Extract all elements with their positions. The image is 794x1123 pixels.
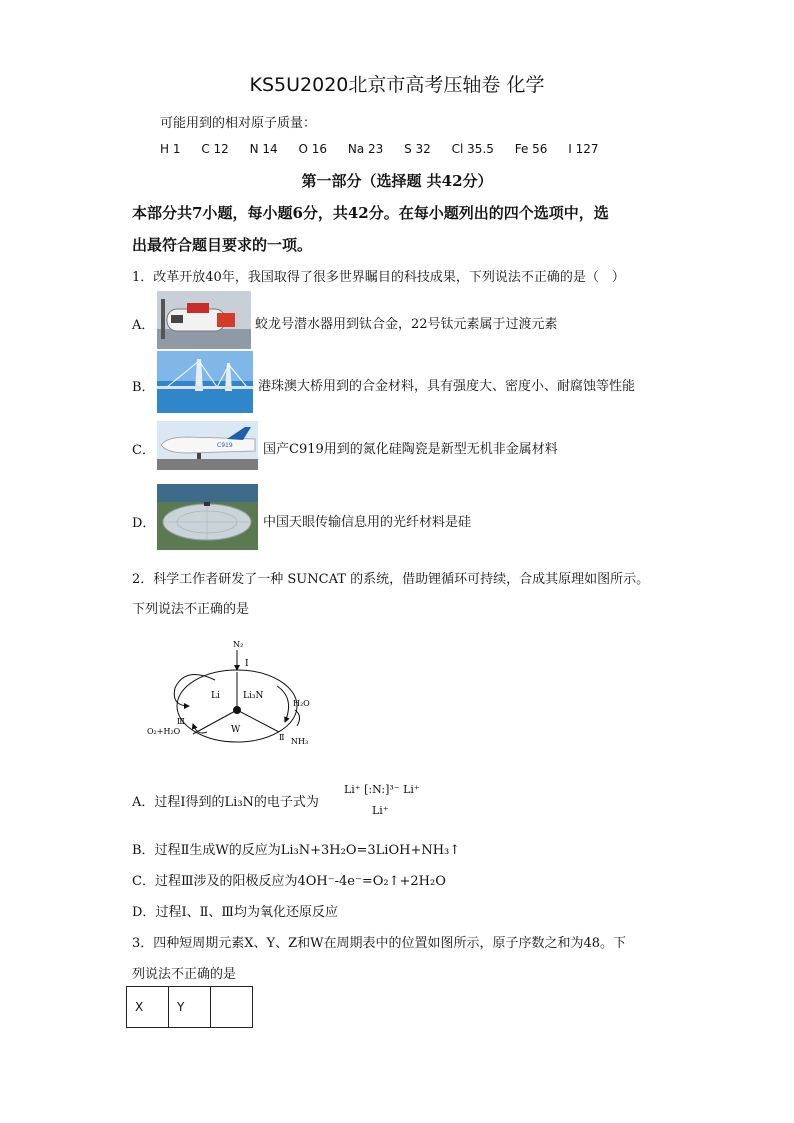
mass-h: H 1 bbox=[160, 142, 181, 156]
q1-option-b-text: 港珠澳大桥用到的合金材料，具有强度大、密度小、耐腐蚀等性能 bbox=[258, 379, 636, 394]
part1-instruction-line2: 出最符合题目要求的一项。 bbox=[132, 236, 313, 254]
q2-option-b bbox=[132, 839, 460, 858]
q3-stem-line1: 3．四种短周期元素X、Y、Z和W在周期表中的位置如图所示，原子序数之和为48。下 bbox=[132, 936, 627, 951]
q1-option-d-text: 中国天眼传输信息用的光纤材料是硅 bbox=[263, 515, 472, 530]
telescope-photo bbox=[157, 484, 258, 550]
periodic-table-fragment bbox=[126, 986, 253, 1028]
mass-i: I 127 bbox=[568, 142, 599, 156]
q1-option-b-label: B． bbox=[132, 380, 155, 395]
lewis-nitride: [:N:]³⁻ bbox=[364, 783, 400, 796]
q2-option-c-label: C． bbox=[132, 874, 155, 889]
masses-list bbox=[160, 142, 616, 156]
mass-c: C 12 bbox=[201, 142, 229, 156]
masses-label: 可能用到的相对原子质量： bbox=[160, 116, 317, 131]
q2-option-a-text: 过程Ⅰ得到的Li₃N的电子式为 bbox=[154, 795, 319, 810]
diagram-nh3: NH₃ bbox=[291, 737, 309, 746]
diagram-li3n: Li₃N bbox=[243, 691, 264, 701]
q1-option-a-label: A． bbox=[132, 318, 155, 333]
q2-option-b-text: 过程Ⅱ生成W的反应为Li₃N+3H₂O=3LiOH+NH₃↑ bbox=[154, 843, 461, 858]
q1-option-c-text: 国产C919用到的氮化硅陶瓷是新型无机非金属材料 bbox=[263, 442, 558, 457]
airplane-photo bbox=[157, 421, 258, 470]
q2-option-a-label: A． bbox=[132, 795, 155, 810]
mass-s: S 32 bbox=[404, 142, 431, 156]
q1-stem: 1．改革开放40年，我国取得了很多世界瞩目的科技成果，下列说法不正确的是（ ） bbox=[132, 270, 625, 285]
lithium-cycle-diagram bbox=[145, 636, 330, 754]
diagram-axis-right bbox=[237, 710, 279, 732]
q1-option-d-label: D． bbox=[132, 516, 156, 531]
mass-fe: Fe 56 bbox=[514, 142, 548, 156]
diagram-process-i: I bbox=[245, 659, 249, 669]
diagram-process-ii: Ⅱ bbox=[279, 733, 285, 742]
table-cell-x: X bbox=[127, 987, 169, 1028]
q2-stem-line1: 2．科学工作者研发了一种 SUNCAT 的系统，借助锂循环可持续，合成其原理如图所示。 bbox=[132, 572, 650, 587]
diagram-o2h2o: O₂+H₂O bbox=[147, 727, 181, 736]
diagram-w: W bbox=[231, 725, 241, 735]
q2-option-d-text: 过程Ⅰ、Ⅱ、Ⅲ均为氧化还原反应 bbox=[155, 905, 338, 920]
mass-n: N 14 bbox=[249, 142, 278, 156]
lewis-structure bbox=[344, 783, 420, 796]
q2-option-d-label: D． bbox=[132, 905, 156, 920]
diagram-center-dot bbox=[233, 706, 241, 714]
part1-instruction-line1: 本部分共7小题，每小题6分，共42分。在每小题列出的四个选项中，选 bbox=[132, 204, 609, 222]
lewis-li-bottom: Li⁺ bbox=[372, 804, 389, 817]
submersible-photo bbox=[157, 291, 251, 349]
q2-option-c-text: 过程Ⅲ涉及的阳极反应为4OH⁻-4e⁻=O₂↑+2H₂O bbox=[154, 874, 446, 889]
q2-option-d bbox=[132, 901, 338, 920]
q2-stem-line2: 下列说法不正确的是 bbox=[132, 602, 250, 617]
q2-option-a bbox=[132, 791, 319, 810]
mass-na: Na 23 bbox=[347, 142, 384, 156]
page-title: KS5U2020北京市高考压轴卷 化学 bbox=[249, 74, 545, 96]
mass-o: O 16 bbox=[298, 142, 328, 156]
mass-cl: Cl 35.5 bbox=[451, 142, 494, 156]
q2-option-c bbox=[132, 870, 446, 889]
diagram-n2: N₂ bbox=[233, 640, 244, 649]
table-cell-y: Y bbox=[169, 987, 211, 1028]
q3-stem-line2: 列说法不正确的是 bbox=[132, 967, 237, 982]
table-cell-empty bbox=[211, 987, 253, 1028]
diagram-process-iii: Ⅲ bbox=[177, 717, 185, 726]
svg-text:C919: C919 bbox=[217, 442, 233, 449]
q1-option-a-text: 蛟龙号潜水器用到钛合金，22号钛元素属于过渡元素 bbox=[255, 317, 558, 332]
part1-heading: 第一部分（选择题 共42分） bbox=[301, 172, 493, 190]
lewis-li-right: Li⁺ bbox=[403, 783, 420, 796]
q1-option-c-label: C． bbox=[132, 443, 155, 458]
diagram-li: Li bbox=[211, 691, 220, 701]
bridge-photo bbox=[157, 351, 253, 413]
lewis-li-left: Li⁺ bbox=[344, 783, 361, 796]
q2-option-b-label: B． bbox=[132, 843, 155, 858]
diagram-h2o: H₂O bbox=[293, 699, 310, 708]
